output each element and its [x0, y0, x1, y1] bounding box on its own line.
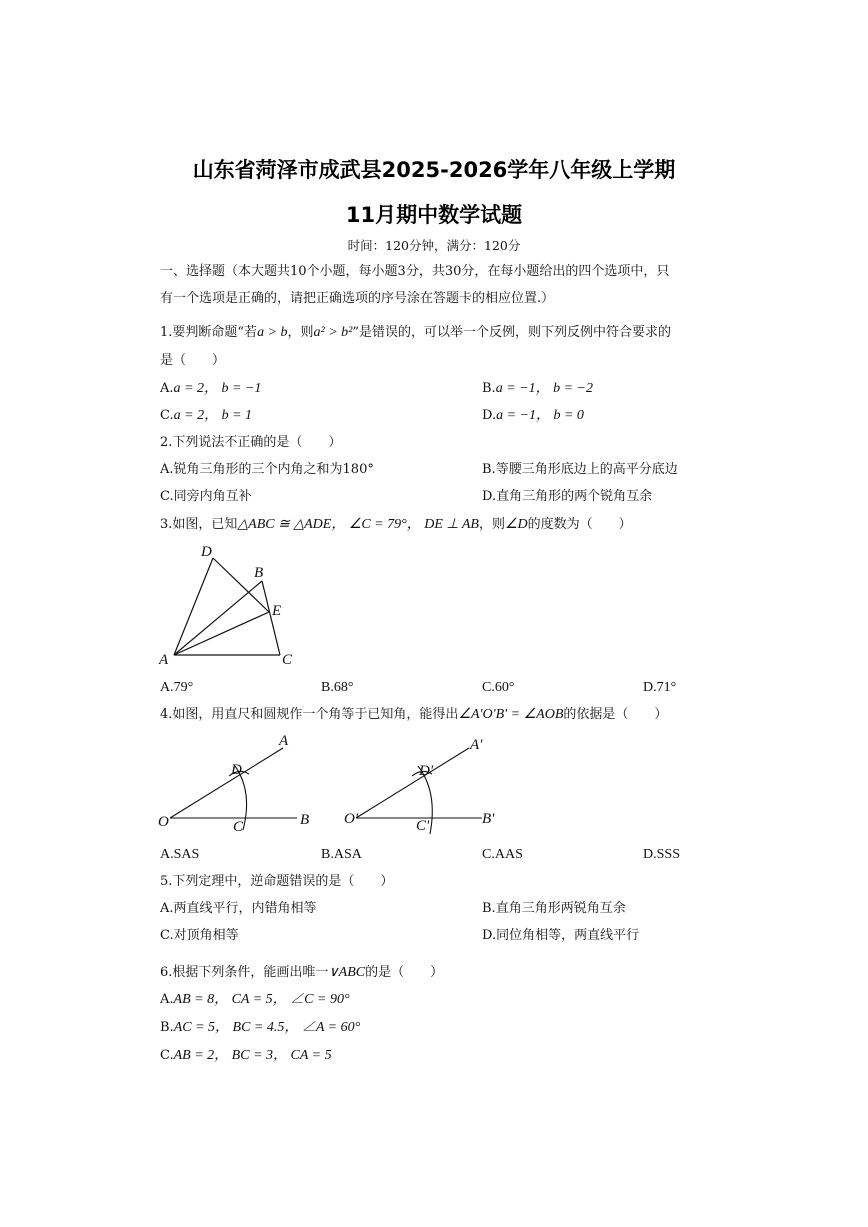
option-text: 71° [656, 680, 677, 695]
q6-stem-a: 6.根据下列条件，能画出唯一 [160, 965, 329, 980]
q1-stem-c: ”是错误的，可以举一个反例，则下列反例中符合要求的 [352, 325, 672, 340]
q1-option-d[interactable] [482, 407, 584, 425]
option-text: 对顶角相等 [173, 928, 239, 943]
option-text: 直角三角形的两个锐角互余 [496, 489, 653, 504]
q6-option-c[interactable] [160, 1047, 332, 1065]
q6-stem [160, 964, 443, 982]
q5-option-d[interactable] [482, 927, 639, 945]
option-text: 同位角相等，两直线平行 [496, 928, 640, 943]
q3-label-e: E [272, 603, 282, 619]
q4-fig2-label-a-prime: A' [470, 737, 483, 753]
q3-stem-a: 3.如图，已知 [160, 517, 238, 532]
q4-fig2-label-b-prime: B' [482, 811, 495, 827]
option-label: C. [160, 408, 174, 423]
option-text: a = 2， b = 1 [173, 408, 253, 423]
section1-intro-line2: 有一个选项是正确的，请把正确选项的序号涂在答题卡的相应位置.） [160, 291, 555, 306]
q3-label-b: B [254, 565, 264, 581]
q4-fig2-label-o-prime: O' [344, 811, 359, 827]
option-text: AB = 8， CA = 5， ∠C = 90° [173, 992, 350, 1007]
option-label: A. [160, 462, 174, 477]
q4-fig1-label-o: O [158, 814, 169, 830]
exam-title-line2: 11月期中数学试题 [345, 203, 523, 227]
q3-option-b[interactable] [321, 679, 353, 697]
option-label: B. [321, 680, 334, 695]
option-text: 68° [333, 680, 354, 695]
option-label: A. [160, 992, 174, 1007]
section1-intro-line1: 一、选择题（本大题共10个小题，每小题3分，共30分，在每小题给出的四个选项中，只 [160, 264, 670, 279]
option-label: D. [643, 847, 657, 862]
q1-option-a[interactable] [160, 380, 261, 398]
ray-o-a-prime [356, 748, 469, 818]
option-text: a = 2， b = −1 [173, 381, 262, 396]
option-label: B. [482, 462, 496, 477]
q3-angle: ∠D [504, 517, 528, 532]
option-text: SAS [173, 847, 200, 862]
q4-fig2-label-c-prime: C' [416, 818, 430, 834]
option-text: SSS [656, 847, 680, 862]
exam-title-line1: 山东省菏泽市成武县2025-2026学年八年级上学期 [192, 158, 676, 182]
option-text: a = −1， b = 0 [496, 408, 584, 423]
q1-stem [160, 324, 671, 342]
q3-option-d[interactable] [643, 679, 676, 697]
q4-option-b[interactable] [321, 846, 362, 864]
option-label: A. [160, 847, 174, 862]
option-label: D. [643, 680, 657, 695]
option-label: A. [160, 680, 174, 695]
exam-meta: 时间：120分钟，满分：120分 [347, 238, 521, 253]
q4-fig2-label-d-prime: D' [419, 763, 434, 779]
option-text: 两直线平行，内错角相等 [173, 901, 317, 916]
option-text: 锐角三角形的三个内角之和为180° [173, 462, 374, 477]
q1-stem-a: 1.要判断命题“若 [160, 325, 258, 340]
q5-option-b[interactable] [482, 900, 626, 918]
q3-label-d: D [201, 544, 212, 560]
q3-label-a: A [159, 652, 169, 668]
option-text: a = −1， b = −2 [495, 381, 593, 396]
option-text: AC = 5， BC = 4.5， ∠A = 60° [173, 1020, 361, 1035]
q2-stem: 2.下列说法不正确的是（ ） [160, 435, 342, 450]
q3-triangle-figure [155, 540, 305, 670]
q2-option-c[interactable] [160, 488, 252, 506]
q3-stem [160, 516, 632, 534]
q1-stem-b: ，则 [287, 325, 314, 340]
q4-equation: ∠A'O'B' = ∠AOB [458, 707, 564, 722]
option-label: B. [482, 901, 496, 916]
segment-ab [174, 581, 262, 655]
option-label: B. [482, 381, 496, 396]
q4-stem-b: 的依据是（ ） [563, 707, 668, 722]
option-text: 60° [494, 680, 515, 695]
q4-stem-a: 4.如图，用直尺和圆规作一个角等于已知角，能得出 [160, 707, 459, 722]
option-label: A. [160, 381, 174, 396]
q3-condition: △ABC ≅ △ADE， ∠C = 79°， DE ⊥ AB [237, 517, 479, 532]
option-label: D. [482, 489, 497, 504]
q4-option-c[interactable] [482, 846, 523, 864]
option-text: 直角三角形两锐角互余 [495, 901, 626, 916]
q4-fig1-lines [170, 748, 297, 830]
q4-stem [160, 706, 667, 724]
q6-option-a[interactable] [160, 991, 350, 1009]
q3-label-c: C [282, 652, 293, 668]
option-label: A. [160, 901, 174, 916]
option-text: ASA [333, 847, 362, 862]
q5-option-c[interactable] [160, 927, 239, 945]
option-label: B. [160, 1020, 174, 1035]
q1-option-c[interactable] [160, 407, 252, 425]
q1-stem-line2: 是（ ） [160, 353, 226, 368]
option-label: C. [482, 847, 495, 862]
q3-stem-c: 的度数为（ ） [527, 517, 632, 532]
q2-option-d[interactable] [482, 488, 652, 506]
q4-fig1-label-a: A [279, 733, 289, 749]
option-text: AAS [494, 847, 523, 862]
option-label: C. [160, 928, 174, 943]
q1-option-b[interactable] [482, 380, 593, 398]
option-text: 同旁内角互补 [173, 489, 252, 504]
option-label: C. [482, 680, 495, 695]
option-text: 79° [173, 680, 194, 695]
q4-fig1-label-d: D [231, 762, 242, 778]
q2-option-a[interactable] [160, 461, 374, 479]
option-label: D. [482, 408, 497, 423]
q3-option-a[interactable] [160, 679, 193, 697]
q4-option-d[interactable] [643, 846, 680, 864]
option-text: 等腰三角形底边上的高平分底边 [495, 462, 678, 477]
q4-fig1-label-c: C [233, 819, 244, 835]
option-text: AB = 2， BC = 3， CA = 5 [173, 1048, 332, 1063]
q4-fig1-label-b: B [300, 812, 310, 828]
ray-oa [170, 748, 283, 818]
q5-stem: 5.下列定理中，逆命题错误的是（ ） [160, 874, 394, 889]
q3-stem-b: ，则 [478, 517, 505, 532]
q3-option-c[interactable] [482, 679, 514, 697]
q5-option-a[interactable] [160, 900, 317, 918]
q1-condition: a > b [257, 325, 288, 340]
q3-figure-lines [174, 558, 280, 655]
option-label: D. [482, 928, 497, 943]
option-label: C. [160, 489, 174, 504]
q4-option-a[interactable] [160, 846, 199, 864]
option-label: C. [160, 1048, 174, 1063]
q4-figure-original-angle [155, 730, 325, 840]
q6-option-b[interactable] [160, 1019, 360, 1037]
q2-option-b[interactable] [482, 461, 678, 479]
option-label: B. [321, 847, 334, 862]
q4-figure-copied-angle [340, 730, 510, 840]
q6-triangle: ∨ABC [328, 965, 366, 980]
q1-conclusion: a² > b² [313, 325, 353, 340]
q6-stem-b: 的是（ ） [365, 965, 444, 980]
